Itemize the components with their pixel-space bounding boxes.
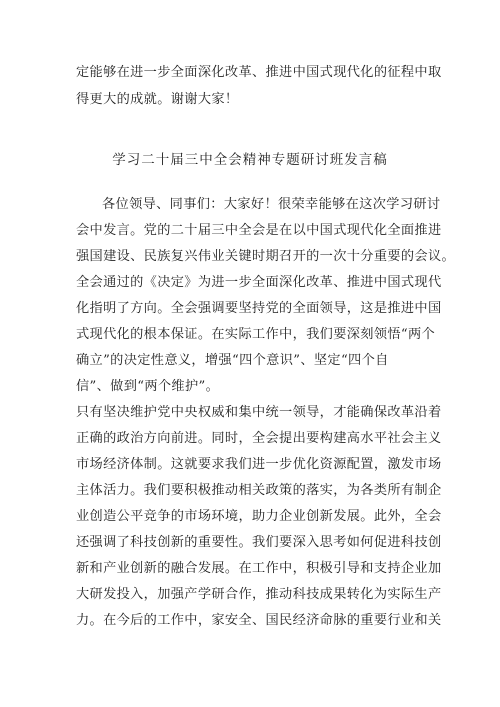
speech-title: 学习二十届三中全会精神专题研讨班发言稿: [112, 152, 388, 168]
paragraph-line: 会中发言。党的二十届三中全会是在以中国式现代化全面推进: [76, 223, 442, 238]
paragraph-line: 力。在今后的工作中，家安全、国民经济命脉的重要行业和关: [76, 613, 442, 628]
paragraph-line: 全会通过的《决定》为进一步全面深化改革、推进中国式现代: [76, 275, 442, 290]
paragraph-line: 只有坚决维护党中央权威和集中统一领导，才能确保改革沿着: [76, 405, 442, 420]
paragraph-line: 还强调了科技创新的重要性。我们要深入思考如何促进科技创: [76, 535, 442, 550]
paragraph-line: 确立”的决定性意义，增强“四个意识”、坚定“四个自: [76, 353, 389, 368]
paragraph-line: 强国建设、民族复兴伟业关键时期召开的一次十分重要的会议。: [76, 249, 456, 264]
paragraph-line: 正确的政治方向前进。同时，全会提出要构建高水平社会主义: [76, 431, 442, 446]
paragraph-line: 式现代化的根本保证。在实际工作中，我们要深刻领悟“两个: [76, 327, 436, 342]
paragraph-line: 业创造公平竞争的市场环境，助力企业创新发展。此外，全会: [76, 509, 442, 524]
paragraph-line: 各位领导、同事们：大家好！很荣幸能够在这次学习研讨: [102, 197, 441, 212]
paragraph-line: 新和产业创新的融合发展。在工作中，积极引导和支持企业加: [76, 561, 442, 576]
paragraph-line: 市场经济体制。这就要求我们进一步优化资源配置，激发市场: [76, 457, 442, 472]
prev-text-line: 定能够在进一步全面深化改革、推进中国式现代化的征程中取: [76, 65, 442, 80]
paragraph-line: 化指明了方向。全会强调要坚持党的全面领导，这是推进中国: [76, 301, 442, 316]
paragraph-line: 信”、做到“两个维护”。: [76, 379, 220, 394]
prev-text-line: 得更大的成就。谢谢大家！: [76, 92, 239, 107]
paragraph-line: 主体活力。我们要积极推动相关政策的落实，为各类所有制企: [76, 483, 442, 498]
paragraph-line: 大研发投入，加强产学研合作，推动科技成果转化为实际生产: [76, 587, 442, 602]
